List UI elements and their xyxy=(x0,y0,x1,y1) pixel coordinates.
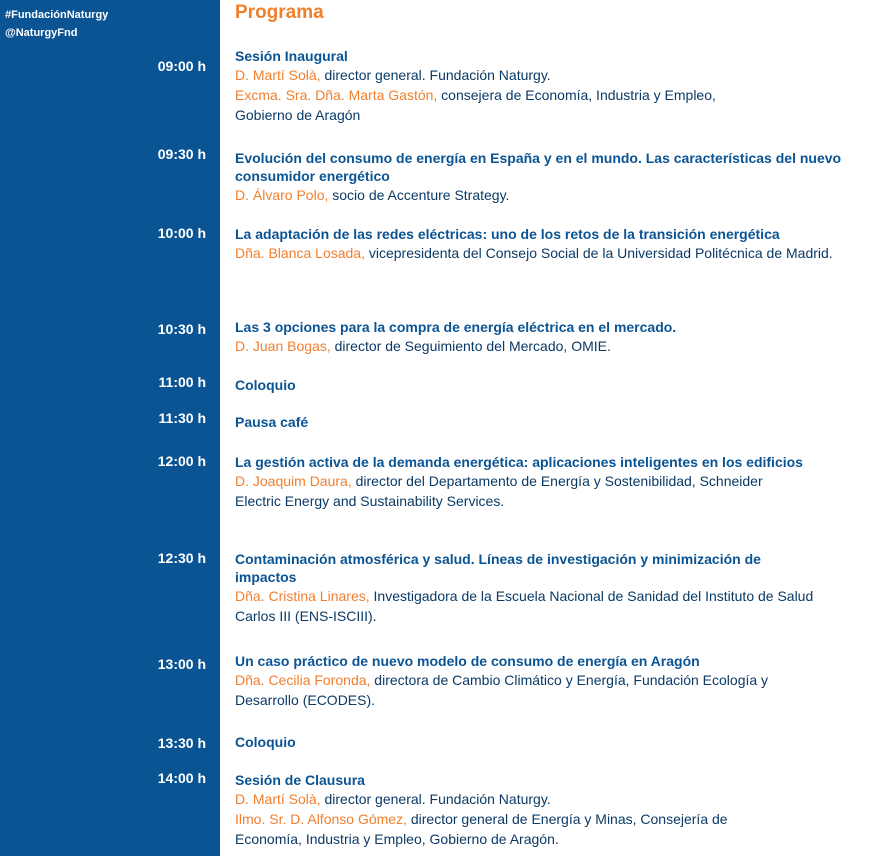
speaker-name: D. Álvaro Polo, xyxy=(235,187,329,203)
speaker-name: Dña. Cristina Linares, xyxy=(235,588,370,604)
speaker-role: vicepresidenta del Consejo Social de la Universidad Politécnica de Madrid. xyxy=(364,245,833,261)
time-label: 14:00 h xyxy=(157,770,206,786)
speaker-role: consejera de Economía, Industria y Empleo, xyxy=(437,87,716,103)
speaker-role: socio de Accenture Strategy. xyxy=(328,187,510,203)
session-title: Las 3 opciones para la compra de energía eléctrica en el mercado. xyxy=(235,319,677,335)
session-item xyxy=(235,318,850,356)
speaker-line xyxy=(235,336,850,356)
speaker-line xyxy=(235,586,815,626)
speaker-line xyxy=(235,471,795,511)
time-label: 10:30 h xyxy=(157,321,206,337)
speaker-line xyxy=(235,85,850,105)
session-item xyxy=(235,453,850,511)
session-item xyxy=(235,771,850,849)
sidebar xyxy=(0,0,220,856)
session-title: Sesión de Clausura xyxy=(235,772,365,788)
session-item xyxy=(235,413,850,431)
session-title: Contaminación atmosférica y salud. Líneas de investigación y minimización de impactos xyxy=(235,551,761,585)
time-label: 13:00 h xyxy=(157,656,206,672)
time-label: 13:30 h xyxy=(157,735,206,751)
session-item xyxy=(235,149,850,205)
speaker-line xyxy=(235,105,850,125)
speaker-role: Investigadora de la Escuela Nacional de Sanidad del Instituto de Salud Carlos III (ENS-ISCIII). xyxy=(235,588,814,624)
session-title: Un caso práctico de nuevo modelo de consumo de energía en Aragón xyxy=(235,653,700,669)
time-label: 10:00 h xyxy=(157,225,206,241)
speaker-line xyxy=(235,789,850,809)
speaker-role: director general de Energía y Minas, Consejería de Economía, Industria y Empleo, Gobierno de Aragón. xyxy=(235,811,728,847)
speaker-line xyxy=(235,185,850,205)
speaker-name: Ilmo. Sr. D. Alfonso Gómez, xyxy=(235,811,407,827)
speaker-name: D. Joaquim Daura, xyxy=(235,473,352,489)
speaker-role: Gobierno de Aragón xyxy=(235,107,361,123)
session-title: Coloquio xyxy=(235,377,296,393)
session-item xyxy=(235,47,850,125)
speaker-role: director general. Fundación Naturgy. xyxy=(320,791,551,807)
page-title: Programa xyxy=(235,2,324,23)
session-title: La adaptación de las redes eléctricas: uno de los retos de la transición energética xyxy=(235,226,780,242)
time-label: 12:00 h xyxy=(157,453,206,469)
twitter-handle: @NaturgyFnd xyxy=(5,27,78,39)
speaker-line xyxy=(235,243,850,263)
session-item xyxy=(235,550,850,626)
speaker-line xyxy=(235,670,815,710)
speaker-name: Dña. Cecilia Foronda, xyxy=(235,672,371,688)
speaker-name: D. Juan Bogas, xyxy=(235,338,331,354)
speaker-role: director general. Fundación Naturgy. xyxy=(320,67,551,83)
session-item xyxy=(235,225,850,263)
time-label: 12:30 h xyxy=(157,550,206,566)
session-item xyxy=(235,733,850,751)
speaker-role: directora de Cambio Climático y Energía, Fundación Ecología y Desarrollo (ECODES). xyxy=(235,672,769,708)
speaker-role: director del Departamento de Energía y Sostenibilidad, Schneider Electric Energy and Sustainability Services. xyxy=(235,473,763,509)
session-title: Pausa café xyxy=(235,414,309,430)
speaker-name: Dña. Blanca Losada, xyxy=(235,245,365,261)
time-label: 11:30 h xyxy=(158,410,206,426)
time-label: 09:00 h xyxy=(157,58,206,74)
time-label: 11:00 h xyxy=(158,374,206,390)
session-item xyxy=(235,652,850,710)
session-title: Sesión Inaugural xyxy=(235,48,348,64)
speaker-line xyxy=(235,809,795,849)
speaker-role: director de Seguimiento del Mercado, OMIE. xyxy=(330,338,611,354)
speaker-name: D. Martí Solà, xyxy=(235,67,321,83)
session-title: La gestión activa de la demanda energética: aplicaciones inteligentes en los edificios xyxy=(235,454,803,470)
session-item xyxy=(235,376,850,394)
speaker-line xyxy=(235,65,850,85)
time-label: 09:30 h xyxy=(157,146,206,162)
session-title: Coloquio xyxy=(235,734,296,750)
speaker-name: D. Martí Solà, xyxy=(235,791,321,807)
speaker-name: Excma. Sra. Dña. Marta Gastón, xyxy=(235,87,438,103)
session-title: Evolución del consumo de energía en España y en el mundo. Las características del nuevo consumidor energético xyxy=(235,150,842,184)
hashtag: #FundaciónNaturgy xyxy=(5,9,109,21)
